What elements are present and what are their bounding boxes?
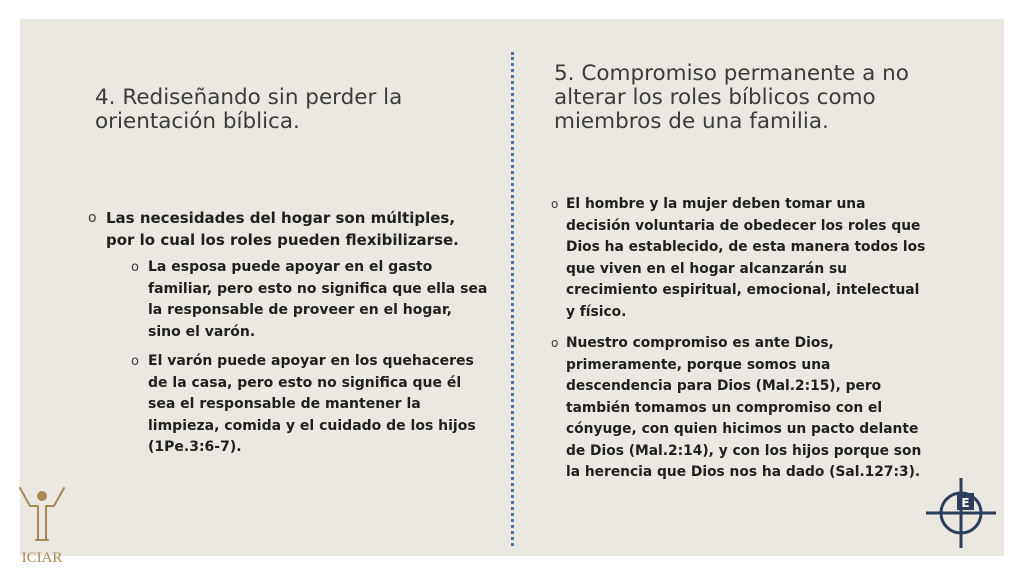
- logo-letter: E: [961, 496, 970, 510]
- list-item: [551, 333, 931, 484]
- right-bullet-list: [551, 194, 931, 494]
- list-item: [106, 257, 488, 343]
- praying-figure-icon: [20, 488, 64, 540]
- bullet-text: El hombre y la mujer deben tomar una decisión voluntaria de obedecer los roles que Dios ha establecido, de esta manera todos los que viven en el hogar alcanzarán su crecimiento espiritual, emocional, intelectual y físico.: [566, 196, 926, 320]
- bullet-marker: o: [551, 197, 559, 211]
- list-item: [88, 207, 488, 459]
- bullet-marker: o: [131, 354, 139, 369]
- sub-bullet-text: La esposa puede apoyar en el gasto familiar, pero esto no significa que ella sea la responsable de proveer en el hogar, sino el varón.: [148, 259, 488, 340]
- crosshair-icon: [926, 478, 996, 548]
- bullet-marker: o: [551, 336, 559, 350]
- list-item: [551, 194, 931, 323]
- column-divider: [511, 52, 514, 546]
- sub-bullet-list: [106, 257, 488, 459]
- bullet-marker: o: [131, 260, 139, 275]
- bullet-text: Las necesidades del hogar son múltiples, por lo cual los roles pueden flexibilizarse.: [106, 209, 459, 249]
- right-heading: 5. Compromiso permanente a no alterar los roles bíblicos como miembros de una familia.: [554, 61, 909, 134]
- compass-cross-logo: [926, 478, 996, 548]
- left-heading: 4. Rediseñando sin perder la orientación bíblica.: [95, 85, 403, 134]
- bullet-marker: o: [88, 210, 97, 226]
- list-item: [106, 351, 488, 459]
- sub-bullet-text: El varón puede apoyar en los quehaceres de la casa, pero esto no significa que él sea el responsable de mantener la limpieza, comida y el cuidado de los hijos (1Pe.3:6-7).: [148, 353, 476, 455]
- bullet-text: Nuestro compromiso es ante Dios, primeramente, porque somos una descendencia para Dios (Mal.2:15), pero también tomamos un compromiso con el cónyuge, con quien hicimos un pacto delante de Dios (Mal.2:14), y con los hijos porque son la herencia que Dios nos ha dado (Sal.127:3).: [566, 335, 922, 480]
- iciar-logo-text: ICIAR: [21, 550, 63, 566]
- left-bullet-list: [88, 207, 488, 467]
- iciar-logo: [14, 484, 70, 568]
